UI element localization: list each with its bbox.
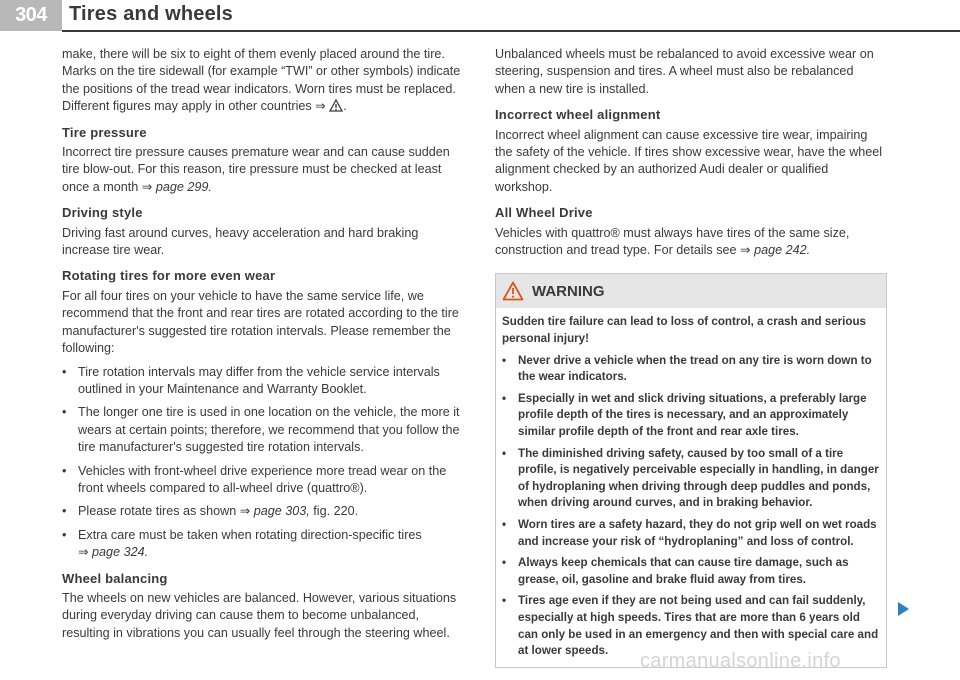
page-number: 304 <box>0 0 62 31</box>
page-242-link[interactable]: page 242. <box>754 243 811 258</box>
list-item: • The longer one tire is used in one location on the vehicle, the more it wears at certain points; therefore, we recommend that you follow the tire manufacturer's suggested tire rotation intervals. <box>62 405 460 455</box>
page-299-link[interactable]: page 299. <box>155 179 212 194</box>
awd-heading: All Wheel Drive <box>495 205 593 221</box>
list-item: • Tires age even if they are not being used and can fail suddenly, especially at high speeds. Tires that are more than 6 years old can only be used in an emergency and then with special care and at lower speeds. <box>502 594 879 658</box>
list-item: • Vehicles with front-wheel drive experience more tread wear on the front wheels compared to all-wheel drive (quattro®). <box>62 463 447 495</box>
rotating-paragraph: For all four tires on your vehicle to have the same service life, we recommend that the front and rear tires are rotated according to the tire manufacturer's suggested tire rotation intervals. Please remember the following: <box>62 288 459 356</box>
page-303-link[interactable]: page 303, <box>253 504 310 519</box>
tire-pressure-heading: Tire pressure <box>62 124 147 140</box>
section-title: Tires and wheels <box>69 3 234 25</box>
watermark: carmanualsonline.info <box>640 650 841 672</box>
list-item: • The diminished driving safety, caused by too small of a tire profile, is negatively perceivable especially in handling, in danger of hydroplaning when driving through deep puddles and ponds, when driving around curves, and in braking behavior. <box>502 446 879 510</box>
driving-style-heading: Driving style <box>62 205 143 221</box>
list-item: • Extra care must be taken when rotating direction-specific tires ⇒ page 324. <box>62 527 422 560</box>
alignment-paragraph: Incorrect wheel alignment can cause excessive tire wear, impairing the safety of the vehicle. If tires show excessive wear, have the wheel alignment checked by an authorized Audi dealer or qualified workshop. <box>495 127 883 194</box>
list-item: • Always keep chemicals that can cause tire damage, such as grease, oil, gasoline and brake fluid away from tires. <box>502 556 849 586</box>
warning-lead: Sudden tire failure can lead to loss of control, a crash and serious personal injury! <box>502 315 867 346</box>
rotating-heading: Rotating tires for more even wear <box>62 268 276 284</box>
left-column <box>62 46 462 648</box>
alignment-heading: Incorrect wheel alignment <box>495 107 661 123</box>
list-item: • Never drive a vehicle when the tread on any tire is worn down to the wear indicators. <box>502 353 872 384</box>
tire-pressure-paragraph: Incorrect tire pressure causes premature wear and can cause sudden tire blow-out. For this reason, tire pressure must be checked at least once a month ⇒ page 299. <box>62 145 450 194</box>
intro-paragraph: make, there will be six to eight of them evenly placed around the tire. Marks on the tire sidewall (for example “TWI” or other symbols) indicate the positions of the tread wear indicators. Worn tires must be replaced. Different figures may apply in other countries ⇒ . <box>62 47 461 114</box>
next-page-arrow-icon[interactable] <box>896 601 910 617</box>
warning-icon <box>502 281 524 301</box>
warning-triangle-icon <box>329 99 343 112</box>
right-column <box>495 46 887 668</box>
unbalanced-paragraph: Unbalanced wheels must be rebalanced to avoid excessive wear on steering, suspension and tires. A wheel must also be rebalanced when a new tire is installed. <box>495 47 874 96</box>
list-item: • Please rotate tires as shown ⇒ page 303, fig. 220. <box>62 504 359 519</box>
warning-box <box>495 273 887 667</box>
page-324-link[interactable]: ⇒ page 324. <box>78 545 149 560</box>
header-rule <box>62 30 960 32</box>
awd-paragraph: Vehicles with quattro® must always have tires of the same size, construction and tread type. For details see ⇒ page 242. <box>495 225 850 258</box>
list-item: • Especially in wet and slick driving situations, a preferably large profile depth of the tires is necessary, and an approximately similar profile depth of the front and rear axle tires. <box>502 391 867 439</box>
warning-label: WARNING <box>532 282 605 300</box>
warning-body <box>496 308 886 666</box>
list-item: • Worn tires are a safety hazard, they do not grip well on wet roads and increase your risk of “hydroplaning” and loss of control. <box>502 518 877 548</box>
balancing-heading: Wheel balancing <box>62 570 168 586</box>
warning-header <box>496 274 886 308</box>
balancing-paragraph: The wheels on new vehicles are balanced. However, various situations during everyday driving can cause them to become unbalanced, resulting in vibrations you can usually feel through the steering wheel. <box>62 590 457 640</box>
driving-style-paragraph: Driving fast around curves, heavy acceleration and hard braking increase tire wear. <box>62 225 419 258</box>
list-item: • Tire rotation intervals may differ from the vehicle service intervals outlined in your Maintenance and Warranty Booklet. <box>62 364 440 396</box>
